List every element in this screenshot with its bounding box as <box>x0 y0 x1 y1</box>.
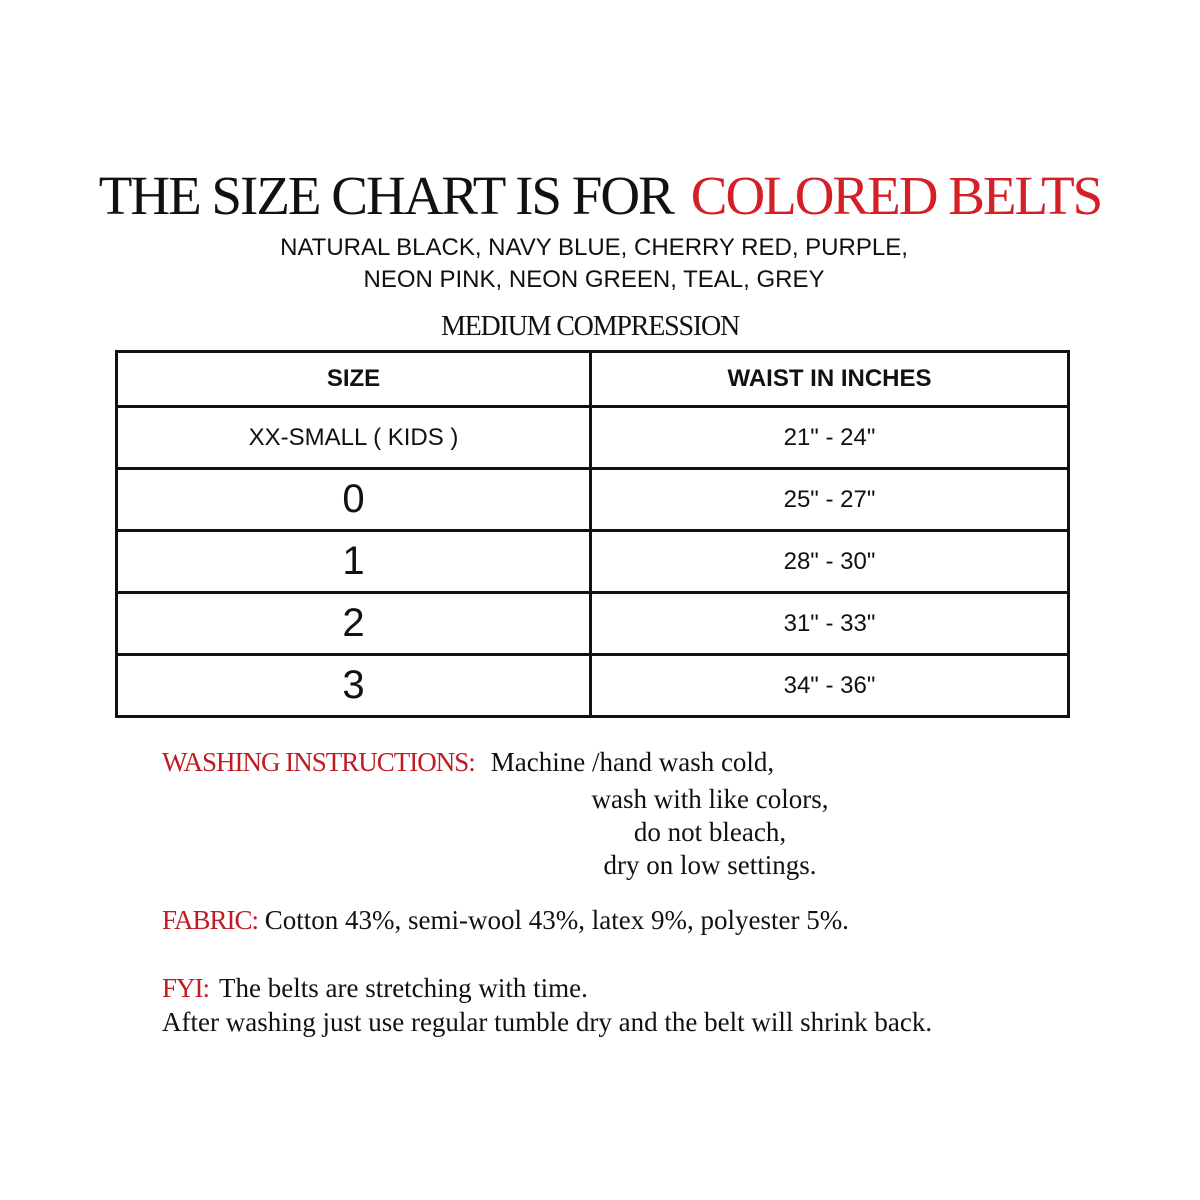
waist-cell: 28" - 30" <box>591 531 1069 593</box>
washing-label: WASHING INSTRUCTIONS: <box>162 747 475 777</box>
waist-cell: 25" - 27" <box>591 469 1069 531</box>
waist-cell: 31" - 33" <box>591 593 1069 655</box>
color-list-line-2: NEON PINK, NEON GREEN, TEAL, GREY <box>363 266 825 293</box>
table-header-row <box>117 352 1069 407</box>
size-cell: XX-SMALL ( KIDS ) <box>117 407 591 469</box>
color-list-line-1: NATURAL BLACK, NAVY BLUE, CHERRY RED, PURPLE, <box>280 234 908 261</box>
waist-cell: 21" - 24" <box>591 407 1069 469</box>
washing-line-2: wash with like colors, <box>591 784 829 814</box>
fabric-label: FABRIC: <box>162 905 259 935</box>
waist-cell: 34" - 36" <box>591 655 1069 717</box>
fyi-info <box>162 971 588 1005</box>
fabric-text: Cotton 43%, semi-wool 43%, latex 9%, polyester 5%. <box>264 905 849 935</box>
title-black-part: THE SIZE CHART IS FOR <box>98 165 673 226</box>
fabric-info <box>162 903 849 937</box>
washing-line-4: dry on low settings. <box>603 850 817 880</box>
fyi-text: The belts are stretching with time. <box>219 973 588 1003</box>
table-row <box>117 655 1069 717</box>
fyi-label: FYI: <box>162 973 210 1003</box>
compression-heading: MEDIUM COMPRESSION <box>440 311 740 342</box>
table-row <box>117 469 1069 531</box>
size-cell: 1 <box>117 531 591 593</box>
fyi-note: After washing just use regular tumble dry and the belt will shrink back. <box>162 1007 933 1037</box>
column-header-waist: WAIST IN INCHES <box>591 352 1069 407</box>
size-table <box>115 350 1070 718</box>
washing-instructions <box>162 745 774 779</box>
washing-line-1: Machine /hand wash cold, <box>490 747 775 777</box>
washing-line-3: do not bleach, <box>633 817 787 847</box>
size-cell: 2 <box>117 593 591 655</box>
table-row <box>117 593 1069 655</box>
table-row <box>117 531 1069 593</box>
column-header-size: SIZE <box>117 352 591 407</box>
size-cell: 3 <box>117 655 591 717</box>
size-cell: 0 <box>117 469 591 531</box>
table-row <box>117 407 1069 469</box>
title-red-part: COLORED BELTS <box>690 165 1102 226</box>
page-title <box>0 163 1200 229</box>
